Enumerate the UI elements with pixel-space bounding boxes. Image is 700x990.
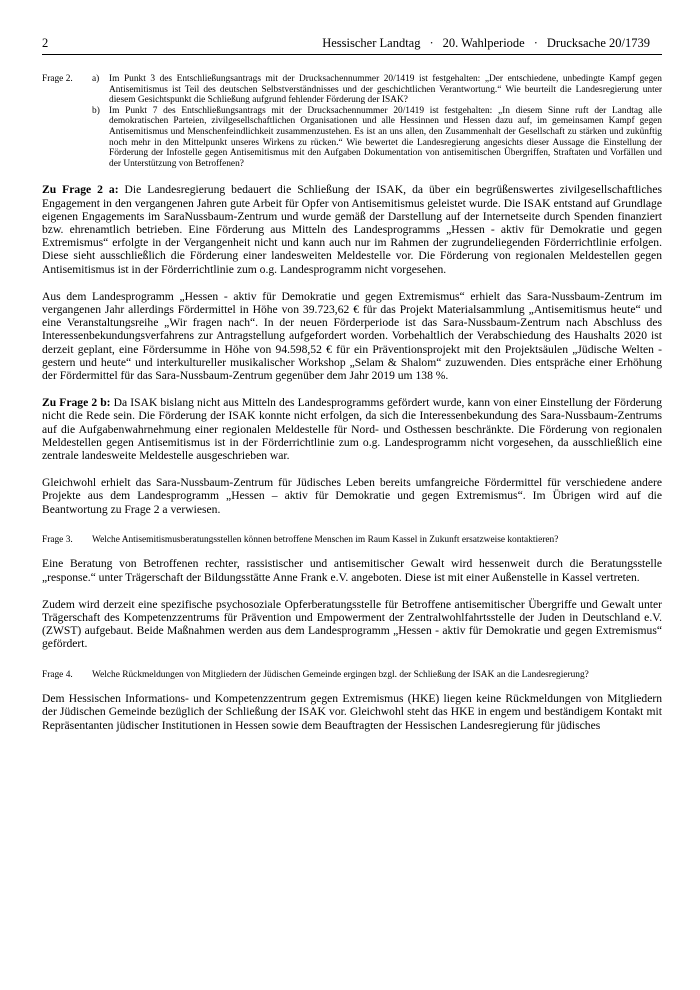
question-text: Im Punkt 7 des Entschließungsantrags mit der Drucksachennummer 20/1419 ist festgehalten: „In diesem Sinne ruft der Landtag alle demokratischen Parteien, zivilgesellschaftlichen Organisationen und alle Hessinnen und Hessen dazu auf, im gemeinsamen Kampf gegen Antisemitismus und Menschenfeindlichkeit zusammenzustehen. Es ist an uns allen, den Zusammenhalt der Gesellschaft zu stärken und zukünftig noch mehr in den Mittelpunkt unseres Wirkens zu rücken.“ Wie bewertet die Landesregierung angesichts dieser Aussage die Einstellung der Förderung der Infostelle gegen Antisemitismus mit den Aufgaben Dokumentation von antisemitischen Übergriffen, Straftaten und Vorfällen und der Unterstützung von Betroffenen? (109, 105, 662, 169)
question-label: Frage 2. (42, 74, 73, 84)
publisher: Hessischer Landtag (322, 36, 421, 50)
sub-label: a) (92, 74, 100, 84)
answer-3-paragraph-2: Zudem wird derzeit eine spezifische psychosoziale Opferberatungsstelle für Betroffene antisemitischer Übergriffe und Gewalt unter Trägerschaft des Kompetenzzentrums für Prävention und Empowerment der Zentralwohlfahrtsstelle der Juden in Deutschland e.V. (ZWST) aufgebaut. Beide Maßnahmen werden aus dem Landesprogramm „Hessen - aktiv für Demokratie und gegen Extremismus“ gefördert. (42, 597, 662, 651)
period: 20. Wahlperiode (442, 36, 525, 50)
header-meta (322, 36, 662, 51)
question-2b (92, 106, 662, 170)
answer-label: Zu Frage 2 b: (42, 396, 111, 410)
question-text: Im Punkt 3 des Entschließungsantrags mit der Drucksachennummer 20/1419 ist festgehalten: „Der entschiedene, unbedingte Kampf gegen Antisemitismus ist Teil des deutschen Selbstverständnisses und der geschichtlichen Verantwortung.“ Wie beurteilt die Landesregierung unter diesem Gesichtspunkt die Schließung aufgrund fehlender Förderung der ISAK? (109, 74, 662, 106)
answer-4: Dem Hessischen Informations- und Kompetenzzentrum gegen Extremismus (HKE) liegen keine Rückmeldungen von Mitgliedern der Jüdischen Gemeinde bezüglich der Schließung der ISAK vor. Gleichwohl steht das HKE in engem und beständigem Kontakt mit Repräsentanten jüdischer Institutionen in Hessen sowie dem Beauftragten der Hessischen Landesregierung für jüdisches (42, 692, 662, 732)
question-2 (42, 74, 662, 169)
question-label: Frage 4. (42, 669, 73, 680)
answer-text: Da ISAK bislang nicht aus Mitteln des Landesprogramms gefördert wurde, kann von einer Einstellung der Förderung nicht die Rede sein. Die Förderung der ISAK konnte nicht erfolgen, da sich die Interessenbekundung des Sara-Nussbaum-Zentrums auf die Aufgabenwahrnehmung einer regionalen Meldestelle für Nord- und Osthessen beschränkte. Die Förderung von regionalen Meldestellen gegen Antisemitismus ist in der Förderrichtlinie zum o.g. Landesprogramm nicht vorgesehen, da ausschließlich eine zentrale landesweite Meldestelle ausgeschrieben war. (42, 396, 663, 462)
question-label: Frage 3. (42, 534, 73, 545)
header-separator: · (429, 36, 434, 50)
sub-label: b) (92, 105, 100, 116)
answer-text: Die Landesregierung bedauert die Schließung der ISAK, da über ein begrüßenswertes zivilgesellschaftliches Engagement in den vergangenen Jahren gute Arbeit für Opfer von Antisemitismus geleistet wurde. Die ISAK entstand auf Grundlage eigenen Engagements im SaraNussbaum-Zentrum und wurde gemäß der Darstellung auf der Internetseite durch Spenden finanziert bzw. ehrenamtlich betrieben. Eine Förderung aus Mitteln des Landesprogramms „Hessen - aktiv für Demokratie und gegen Extremismus“ erfolgte in der Vergangenheit nicht und kann auch nur im Rahmen der zugrundeliegenden Förderrichtlinie erfolgen. Diese sieht ausschließlich die Förderung einer landesweiten Meldestelle vor. Die Förderung von regionalen Meldestellen gegen Antisemitismus ist in der Förderrichtlinie zum o.g. Landesprogramm nicht vorgesehen. (42, 183, 662, 276)
page-header (42, 36, 662, 55)
answer-2b (42, 396, 662, 462)
question-3 (42, 535, 662, 546)
answer-2a (42, 183, 662, 275)
header-separator: · (533, 36, 538, 50)
doc-ref: Drucksache 20/1739 (546, 36, 650, 50)
question-4 (42, 670, 662, 681)
question-text: Welche Antisemitismusberatungsstellen können betroffene Menschen im Raum Kassel in Zukunft ersatzweise kontaktieren? (92, 534, 559, 545)
document-page (42, 36, 662, 732)
answer-label: Zu Frage 2 a: (42, 183, 119, 197)
page-number: 2 (42, 36, 49, 50)
answer-2a-paragraph-2: Aus dem Landesprogramm „Hessen - aktiv für Demokratie und gegen Extremismus“ erhielt das Sara-Nussbaum-Zentrum im vergangenen Jahr allerdings Fördermittel in Höhe von 39.723,62 € für das Projekt Materialsammlung „Antisemitismus heute“ und eine Veranstaltungsreihe „Wir fragen nach“. In der neuen Förderperiode ist das Sara-Nussbaum-Zentrum nach Abschluss des Interessenbekundungsverfahrens zur Antragstellung aufgefordert worden. Vorbehaltlich der Verabschiedung des Haushalts 2020 ist derzeit geplant, eine Fördersumme in Höhe von 94.598,52 € für ein Präventionsprojekt mit den Projektsäulen „Jüdische Welten - gestern und heute“ und interkultureller musikalischer Workshop „Selam & Shalom“ zuzuwenden. Dies entspräche einer Erhöhung der Fördermittel für das Sara-Nussbaum-Zentrum gegenüber dem Jahr 2019 um 138 %. (42, 289, 662, 382)
question-2a (92, 74, 662, 106)
answer-3: Eine Beratung von Betroffenen rechter, rassistischer und antisemitischer Gewalt wird hessenweit durch die Beratungsstelle „response.“ unter Trägerschaft der Bildungsstätte Anne Frank e.V. angeboten. Diese ist mit einer Außenstelle in Kassel vertreten. (42, 557, 662, 584)
question-text: Welche Rückmeldungen von Mitgliedern der Jüdischen Gemeinde ergingen bzgl. der Schließung der ISAK an die Landesregierung? (92, 669, 589, 680)
answer-2b-paragraph-2: Gleichwohl erhielt das Sara-Nussbaum-Zentrum für Jüdisches Leben bereits umfangreiche Fördermittel für verschiedene andere Projekte aus dem Landesprogramm „Hessen – aktiv für Demokratie und gegen Extremismus“. Im Übrigen wird auf die Beantwortung zu Frage 2 a verwiesen. (42, 476, 662, 516)
